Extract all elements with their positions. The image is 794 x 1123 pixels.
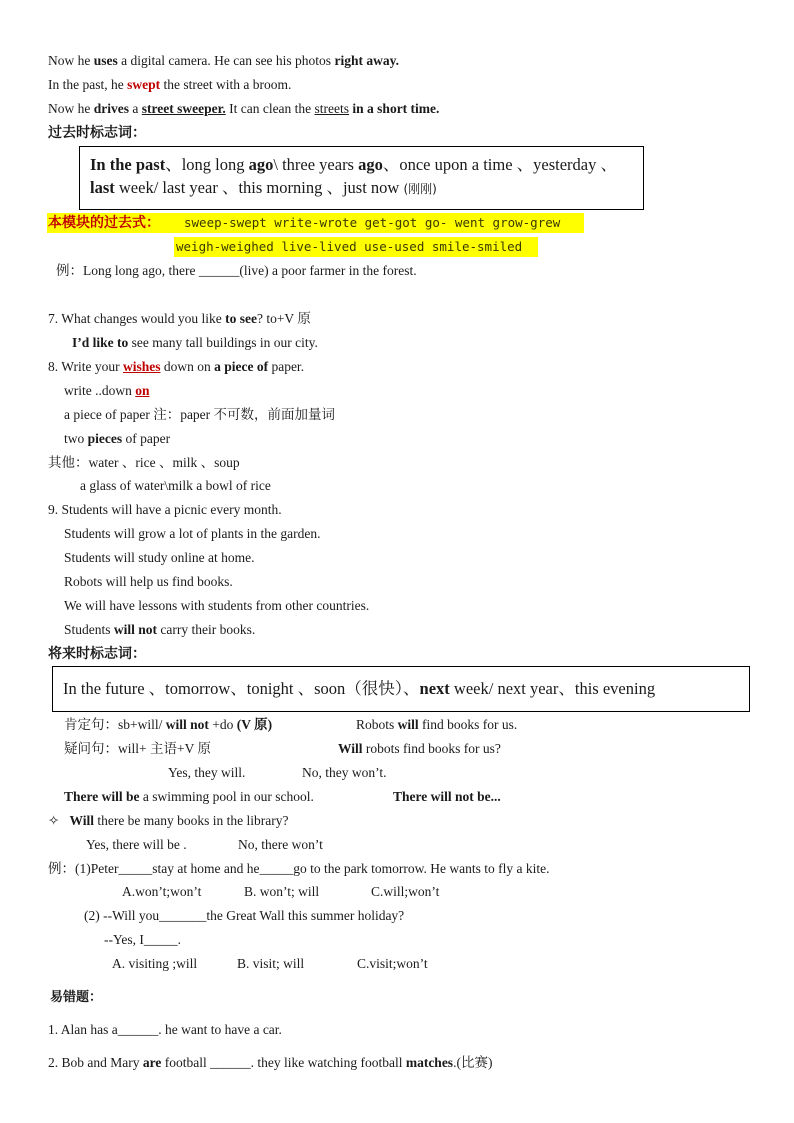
question-example: Will robots find books for us? [338,741,501,756]
question-rule: 疑问句：will+ 主语+V 原 [64,741,211,756]
text-line: Now he uses a digital camera. He can see his photos right away. [48,53,399,68]
example-1: 例：Long long ago, there ______(live) a poor farmer in the forest. [56,263,417,278]
past-markers-line2: last week/ last year 、this morning 、just now (刚刚) [90,178,437,197]
text-line: I’d like to see many tall buildings in our city. [72,335,318,350]
affirmative-rule: 肯定句：sb+will/ will not +do (V 原) [64,717,273,732]
option-a: A. visiting ;will [112,956,198,971]
text-line: Students will study online at home. [64,550,255,565]
text-line: Now he drives a street sweeper. It can clean the streets in a short time. [48,101,440,116]
mistakes-heading: 易错题： [50,990,103,1005]
answer-yes: Yes, they will. [168,765,246,780]
there-will-be: There will be a swimming pool in our school. [64,789,314,804]
text-line: 其他：water 、rice 、milk 、soup [48,455,240,470]
text-line: In the past, he swept the street with a broom. [48,77,292,92]
past-markers-box [79,146,644,210]
future-markers-line: In the future 、tomorrow、tonight 、soon（很快）、next week/ next year、this evening [63,679,656,698]
mistake-2: 2. Bob and Mary are football ______. they like watching football matches.(比赛) [48,1055,493,1070]
text-line: two pieces of paper [64,431,171,446]
module-heading: 本模块的过去式： [48,215,160,231]
mistake-1: 1. Alan has a______. he want to have a car. [48,1022,282,1037]
option-a: A.won’t;won’t [122,884,202,899]
future-markers-box [52,666,750,712]
text-line: Students will not carry their books. [64,622,256,637]
option-b: B. visit; will [237,956,305,971]
answer-no: No, there won’t [238,837,323,852]
option-c: C.will;won’t [371,884,440,899]
there-will-not-be: There will not be... [393,789,501,804]
question-8: 8. Write your wishes down on a piece of paper. [48,359,305,374]
past-tense-pairs-row1: sweep-swept write-wrote get-got go- went grow-grew [184,215,561,230]
past-heading: 过去时标志词： [48,125,146,141]
future-heading: 将来时标志词： [48,646,146,662]
answer-no: No, they won’t. [302,765,387,780]
question-7: 7. What changes would you like to see? to+V 原 [48,311,311,326]
past-markers-line1: In the past、long long ago\ three years ago、once upon a time 、yesterday 、 [90,155,618,174]
text-line: write ..down on [64,383,150,398]
option-c: C.visit;won’t [357,956,428,971]
example-3-answer: --Yes, I_____. [104,932,182,947]
affirmative-example: Robots will find books for us. [356,717,518,732]
option-b: B. won’t; will [244,884,320,899]
star-icon: ✧ [48,813,60,828]
text-line: a piece of paper 注：paper 不可数，前面加量词 [64,407,336,422]
answer-yes: Yes, there will be . [86,837,187,852]
question-9: 9. Students will have a picnic every month. [48,502,282,517]
text-line: Robots will help us find books. [64,574,233,589]
text-line: We will have lessons with students from other countries. [64,598,370,613]
text-line: a glass of water\milk a bowl of rice [80,478,271,493]
example-2: 例：(1)Peter_____stay at home and he_____go to the park tomorrow. He wants to fly a kite. [48,861,550,876]
text-line: Students will grow a lot of plants in the garden. [64,526,321,541]
text-line: ✧ Will there be many books in the library? [48,813,289,828]
past-tense-pairs-row2: weigh-weighed live-lived use-used smile-smiled [176,239,523,254]
example-3: (2) --Will you_______the Great Wall this summer holiday? [84,908,405,923]
